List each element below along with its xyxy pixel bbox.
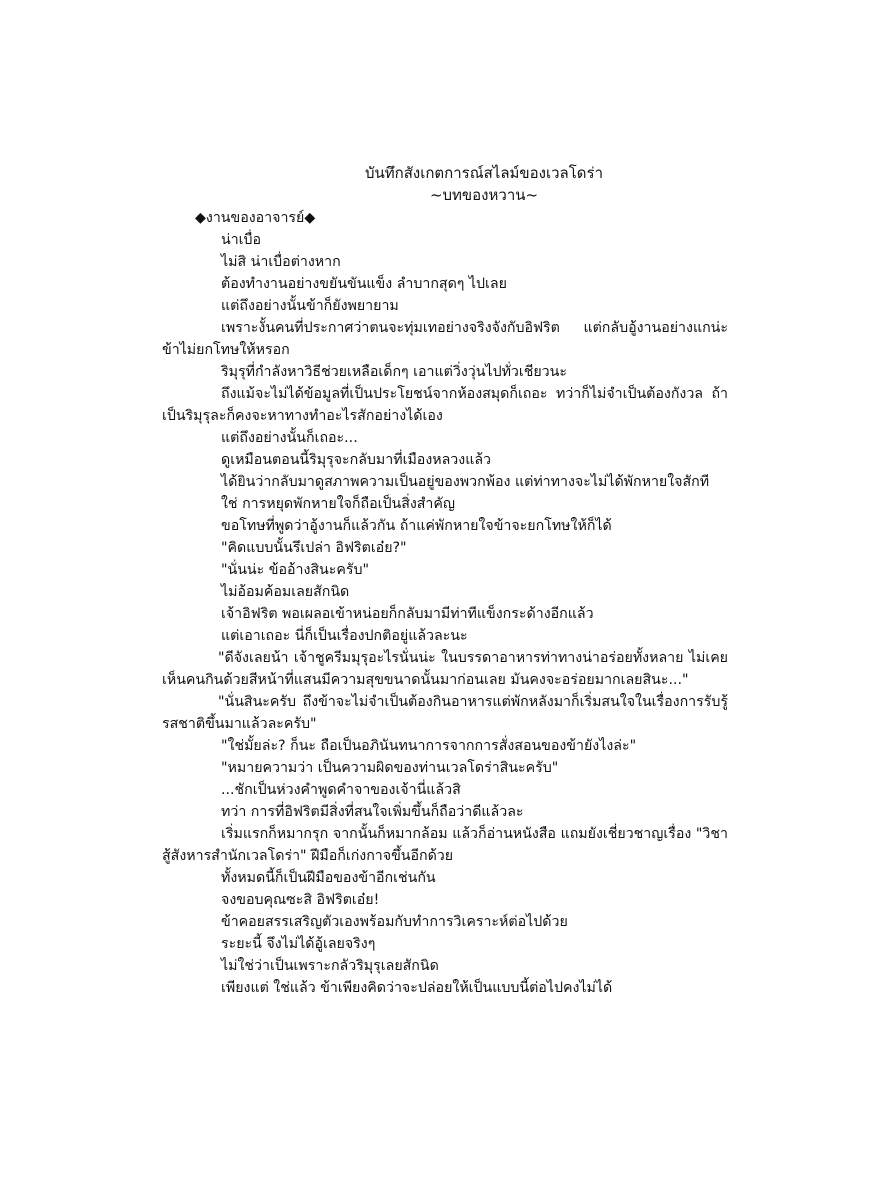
paragraph: ขอโทษที่พูดว่าอู้งานก็แล้วกัน ถ้าแค่พักหายใจข้าจะยกโทษให้ก็ได้ — [221, 518, 612, 534]
paragraph: ทั้งหมดนี้ก็เป็นฝีมือของข้าอีกเช่นกัน — [221, 870, 436, 886]
paragraph: ทว่า การที่อิฟริตมีสิ่งที่สนใจเพิ่มขึ้นก็ถือว่าดีแล้วละ — [221, 804, 524, 820]
document-title: บันทึกสังเกตการณ์สไลม์ของเวลโดร่า — [364, 164, 604, 182]
paragraph: น่าเบื่อ — [221, 232, 262, 248]
paragraph: ดูเหมือนตอนนี้ริมุรุจะกลับมาที่เมืองหลวงแล้ว — [221, 452, 491, 468]
dialogue-line: "หมายความว่า เป็นความผิดของท่านเวลโดร่าสินะครับ" — [221, 760, 559, 776]
dialogue-line: "นั่นสินะครับ ถึงข้าจะไม่จำเป็นต้องกินอาหารแต่พักหลังมาก็เริ่มสนใจในเรื่องการรับรู้รสชาติขึ้นมาแล้วละครับ" — [162, 694, 728, 732]
paragraph: แต่เอาเถอะ นี่ก็เป็นเรื่องปกติอยู่แล้วละนะ — [221, 628, 468, 644]
paragraph: ใช่ การหยุดพักหายใจก็ถือเป็นสิ่งสำคัญ — [221, 496, 455, 512]
dialogue-line: "ดีจังเลยน้า เจ้าชูครีมมุรุอะไรนั่นน่ะ ในบรรดาอาหารท่าทางน่าอร่อยทั้งหลาย ไม่เคยเห็นคนกินด้วยสีหน้าที่แสนมีความสุขขนาดนั้นมาก่อนเลย มันคงจะอร่อยมากเลยสินะ..." — [162, 650, 728, 688]
paragraph: ไม่สิ น่าเบื่อต่างหาก — [221, 254, 341, 270]
paragraph: เจ้าอิฟริต พอเผลอเข้าหน่อยก็กลับมามีท่าทีแข็งกระด้างอีกแล้ว — [221, 606, 594, 622]
paragraph: ถึงแม้จะไม่ได้ข้อมูลที่เป็นประโยชน์จากห้องสมุดก็เถอะ ทว่าก็ไม่จำเป็นต้องกังวล ถ้าเป็นริมุรุละก็คงจะหาทางทำอะไรสักอย่างได้เอง — [162, 386, 728, 424]
paragraph: ริมุรุที่กำลังหาวิธีช่วยเหลือเด็กๆ เอาแต่วิ่งวุ่นไปทั่วเชียวนะ — [221, 364, 567, 380]
paragraph: แต่ถึงอย่างนั้นข้าก็ยังพยายาม — [221, 298, 399, 314]
dialogue-line: "คิดแบบนั้นรึเปล่า อิฟริตเอ๋ย?" — [221, 540, 407, 556]
paragraph: ได้ยินว่ากลับมาดูสภาพความเป็นอยู่ของพวกพ้อง แต่ท่าทางจะไม่ได้พักหายใจสักที — [221, 474, 710, 490]
paragraph: เพราะงั้นคนที่ประกาศว่าตนจะทุ่มเทอย่างจริงจังกับอิฟริต แต่กลับอู้งานอย่างแกน่ะ ข้าไม่ยกโทษให้หรอก — [162, 320, 728, 358]
paragraph: ระยะนี้ จึงไม่ได้อู้เลยจริงๆ — [221, 936, 376, 952]
paragraph: ต้องทำงานอย่างขยันขันแข็ง ลำบากสุดๆ ไปเลย — [221, 276, 507, 292]
dialogue-line: "นั่นน่ะ ข้ออ้างสินะครับ" — [221, 562, 370, 578]
document-body — [162, 207, 728, 999]
paragraph: ...ชักเป็นห่วงคำพูดคำจาของเจ้านี่แล้วสิ — [221, 782, 461, 798]
dialogue-line: "ใช่มั้ยล่ะ? ก็นะ ถือเป็นอภินันทนาการจากการสั่งสอนของข้ายังไงล่ะ" — [221, 738, 637, 754]
paragraph: ไม่ใช่ว่าเป็นเพราะกลัวริมุรุเลยสักนิด — [221, 958, 439, 974]
paragraph: ไม่อ้อมค้อมเลยสักนิด — [221, 584, 350, 600]
paragraph: แต่ถึงอย่างนั้นก็เถอะ... — [221, 430, 358, 446]
paragraph: เริ่มแรกก็หมากรุก จากนั้นก็หมากล้อม แล้วก็อ่านหนังสือ แถมยังเชี่ยวชาญเรื่อง "วิชาสู้สังหารสำนักเวลโดร่า" ฝีมือก็เก่งกาจขึ้นอีกด้วย — [162, 826, 728, 864]
paragraph: จงขอบคุณซะสิ อิฟริตเอ๋ย! — [221, 892, 380, 908]
paragraph: เพียงแต่ ใช่แล้ว ข้าเพียงคิดว่าจะปล่อยให้เป็นแบบนี้ต่อไปคงไม่ได้ — [221, 980, 613, 996]
document-subtitle: ~บทของหวาน~ — [429, 186, 539, 204]
paragraph: ข้าคอยสรรเสริญตัวเองพร้อมกับทำการวิเคราะห์ต่อไปด้วย — [221, 914, 568, 930]
section-heading: ◆งานของอาจารย์◆ — [195, 210, 316, 226]
